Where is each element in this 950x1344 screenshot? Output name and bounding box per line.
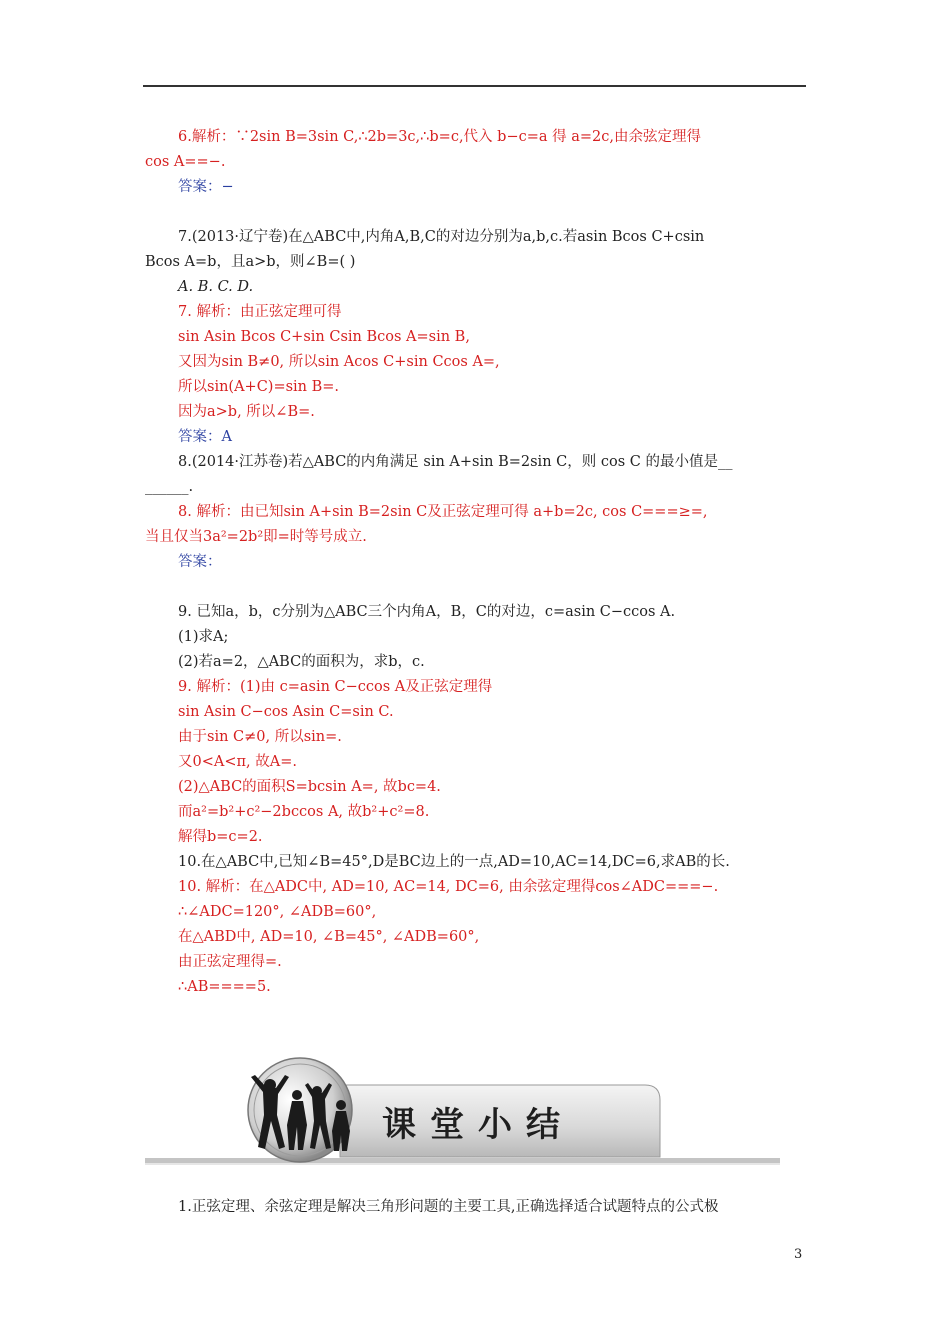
q8-answer: 答案： bbox=[178, 554, 222, 570]
header-rule bbox=[143, 85, 806, 87]
q10-solution-line-2: 在△ABD中, AD=10, ∠B=45°, ∠ADB=60°, bbox=[178, 929, 480, 945]
q9-solution-line-5: 而a²=b²+c²−2bccos A, 故b²+c²=8. bbox=[178, 804, 430, 820]
q7-question-line-1: 7.(2013·辽宁卷)在△ABC中,内角A,B,C的对边分别为a,b,c.若asin Bcos C+csin bbox=[178, 229, 705, 245]
q10-solution-line-3: 由正弦定理得=. bbox=[178, 954, 282, 970]
q9-solution-line-4: (2)△ABC的面积S=bcsin A=, 故bc=4. bbox=[178, 779, 441, 795]
q7-question-line-2: Bcos A=b，且a>b，则∠B=( ) bbox=[145, 254, 356, 270]
q8-question-line-1: 8.(2014·江苏卷)若△ABC的内角满足 sin A+sin B=2sin C，则 cos C 的最小值是__ bbox=[178, 454, 733, 470]
q7-solution-line-2: 又因为sin B≠0, 所以sin Acos C+sin Ccos A=, bbox=[178, 354, 500, 370]
q7-solution-line-1: sin Asin Bcos C+sin Csin Bcos A=sin B, bbox=[178, 329, 470, 345]
q8-question-line-2: ______. bbox=[145, 479, 194, 495]
q9-question-part-1: (1)求A; bbox=[178, 629, 229, 645]
q6-answer: 答案：− bbox=[178, 179, 234, 195]
q9-solution-heading: 9. 解析：(1)由 c=asin C−ccos A及正弦定理得 bbox=[178, 679, 493, 695]
q9-question-part-2: (2)若a=2，△ABC的面积为，求b，c. bbox=[178, 654, 425, 670]
q9-solution-line-3: 又0<A<π, 故A=. bbox=[178, 754, 297, 770]
page-number: 3 bbox=[794, 1247, 803, 1262]
q9-question-line-1: 9. 已知a，b，c分别为△ABC三个内角A，B，C的对边，c=asin C−ccos A. bbox=[178, 604, 676, 620]
q10-solution-line-4: ∴AB====5. bbox=[178, 979, 271, 995]
q7-answer: 答案：A bbox=[178, 429, 232, 445]
q6-solution-line-2: cos A==−. bbox=[145, 154, 226, 170]
q8-solution-line-2: 当且仅当3a²=2b²即=时等号成立. bbox=[145, 529, 367, 545]
q10-solution-line-1: ∴∠ADC=120°, ∠ADB=60°, bbox=[178, 904, 377, 920]
q7-solution-line-3: 所以sin(A+C)=sin B=. bbox=[178, 379, 340, 395]
summary-banner-title: 课堂小结 bbox=[382, 1105, 574, 1145]
q10-solution-heading: 10. 解析：在△ADC中, AD=10, AC=14, DC=6, 由余弦定理得cos∠ADC===−. bbox=[178, 879, 719, 895]
q7-solution-line-4: 因为a>b, 所以∠B=. bbox=[178, 404, 315, 420]
summary-point-1: 1.正弦定理、余弦定理是解决三角形问题的主要工具,正确选择适合试题特点的公式极 bbox=[178, 1199, 719, 1215]
q9-solution-line-6: 解得b=c=2. bbox=[178, 829, 263, 845]
q8-solution-line-1: 8. 解析：由已知sin A+sin B=2sin C及正弦定理可得 a+b=2c, cos C===≥=, bbox=[178, 504, 708, 520]
q9-solution-line-1: sin Asin C−cos Asin C=sin C. bbox=[178, 704, 394, 720]
q7-solution-heading: 7. 解析：由正弦定理可得 bbox=[178, 304, 342, 320]
q6-solution-line-1: 6.解析：∵2sin B=3sin C,∴2b=3c,∴b=c,代入 b−c=a 得 a=2c,由余弦定理得 bbox=[178, 129, 701, 145]
q9-solution-line-2: 由于sin C≠0, 所以sin=. bbox=[178, 729, 342, 745]
q7-options: A. B. C. D. bbox=[178, 279, 254, 295]
q10-question: 10.在△ABC中,已知∠B=45°,D是BC边上的一点,AD=10,AC=14,DC=6,求AB的长. bbox=[178, 854, 730, 870]
